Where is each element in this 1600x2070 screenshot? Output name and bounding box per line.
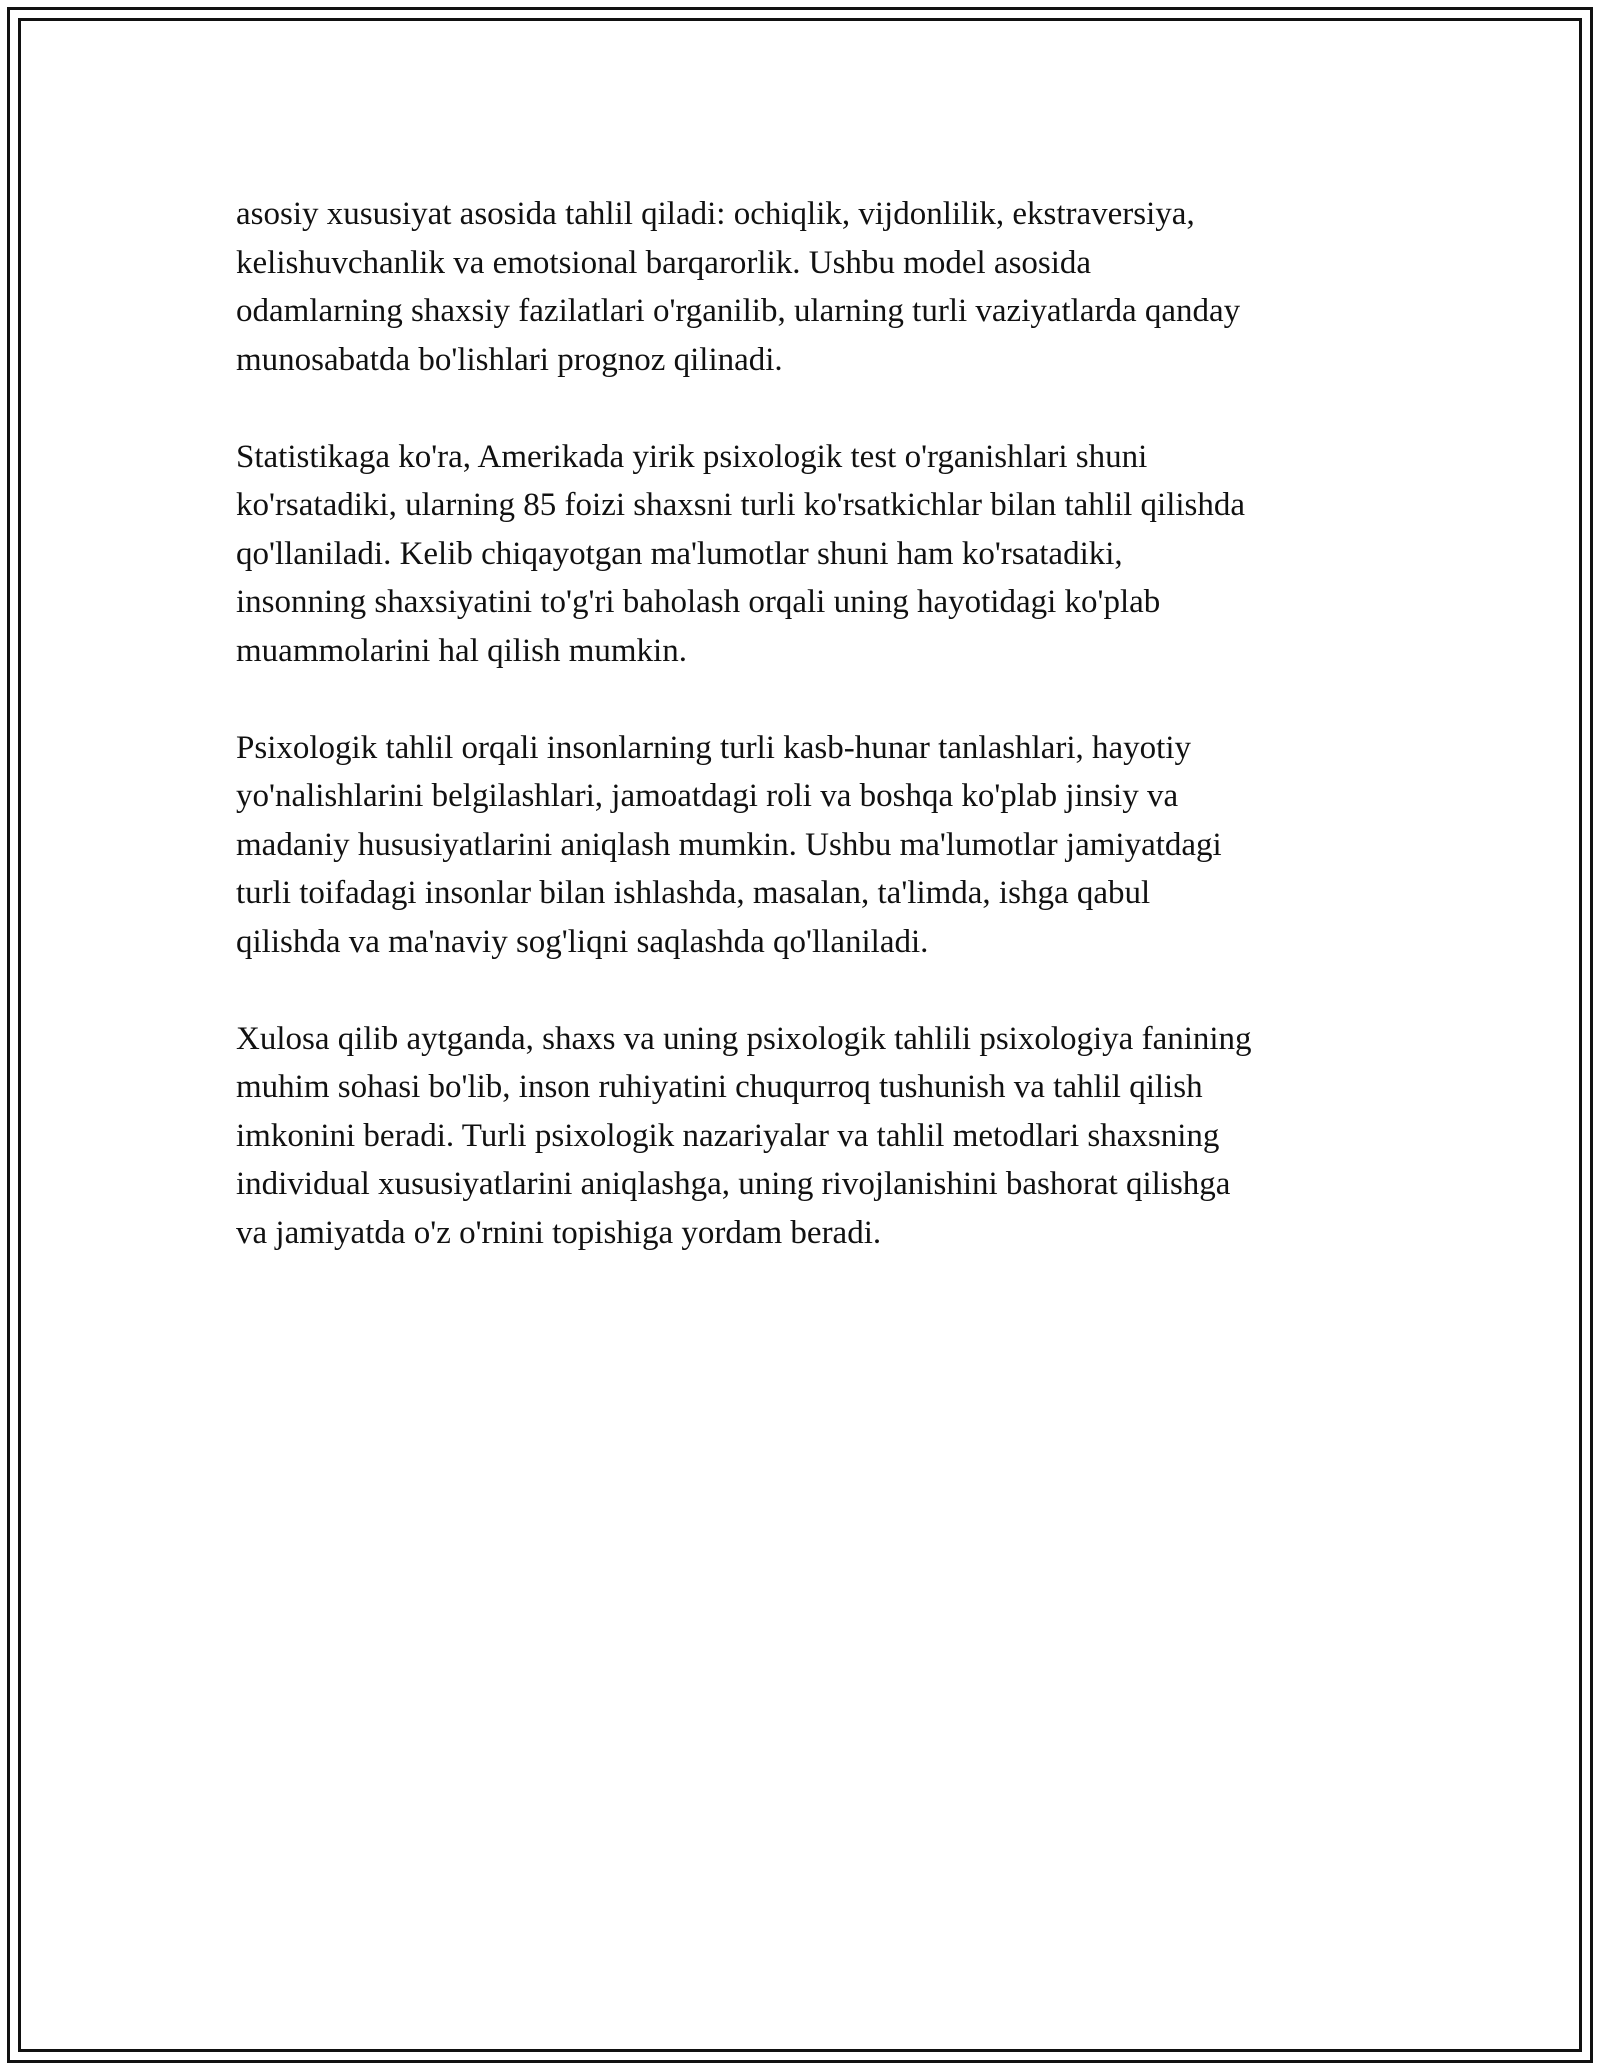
text-line: yo'nalishlarini belgilashlari, jamoatdagi roli va boshqa ko'plab jinsiy va	[236, 778, 1179, 814]
text-line: Psixologik tahlil orqali insonlarning turli kasb-hunar tanlashlari, hayotiy	[236, 729, 1192, 766]
text-line: turli toifadagi insonlar bilan ishlashda, masalan, ta'limda, ishga qabul	[236, 875, 1151, 911]
text-line: imkonini beradi. Turli psixologik nazariyalar va tahlil metodlari shaxsning	[236, 1117, 1220, 1154]
paragraph-conclusion	[236, 1015, 1376, 1258]
text-line: madaniy hususiyatlarini aniqlash mumkin. Ushbu ma'lumotlar jamiyatdagi	[236, 826, 1222, 863]
document-body	[236, 190, 1376, 1306]
paragraph-psychological-analysis	[236, 724, 1376, 967]
text-line: muhim sohasi bo'lib, inson ruhiyatini chuqurroq tushunish va tahlil qilish	[236, 1069, 1203, 1105]
text-line: qilishda va ma'naviy sog'liqni saqlashda qo'llaniladi.	[236, 923, 929, 960]
text-line: Statistikaga ko'ra, Amerikada yirik psixologik test o'rganishlari shuni	[236, 438, 1148, 475]
text-line: insonning shaxsiyatini to'g'ri baholash orqali uning hayotidagi ko'plab	[236, 584, 1161, 620]
text-line: asosiy xususiyat asosida tahlil qiladi: ochiqlik, vijdonlilik, ekstraversiya,	[236, 196, 1195, 232]
paragraph-big-five-model	[236, 190, 1376, 384]
text-line: Xulosa qilib aytganda, shaxs va uning psixologik tahlili psixologiya fanining	[236, 1020, 1252, 1057]
text-line: individual xususiyatlarini aniqlashga, uning rivojlanishini bashorat qilishga	[236, 1166, 1231, 1202]
text-line: muammolarini hal qilish mumkin.	[236, 632, 687, 669]
text-line: qo'llaniladi. Kelib chiqayotgan ma'lumotlar shuni ham ko'rsatadiki,	[236, 535, 1123, 572]
paragraph-statistics	[236, 433, 1376, 676]
text-line: va jamiyatda o'z o'rnini topishiga yordam beradi.	[236, 1214, 882, 1251]
text-line: munosabatda bo'lishlari prognoz qilinadi.	[236, 341, 783, 378]
text-line: kelishuvchanlik va emotsional barqarorlik. Ushbu model asosida	[236, 244, 1092, 281]
text-line: odamlarning shaxsiy fazilatlari o'rganilib, ularning turli vaziyatlarda qanday	[236, 293, 1241, 329]
text-line: ko'rsatadiki, ularning 85 foizi shaxsni turli ko'rsatkichlar bilan tahlil qilishda	[236, 487, 1246, 523]
